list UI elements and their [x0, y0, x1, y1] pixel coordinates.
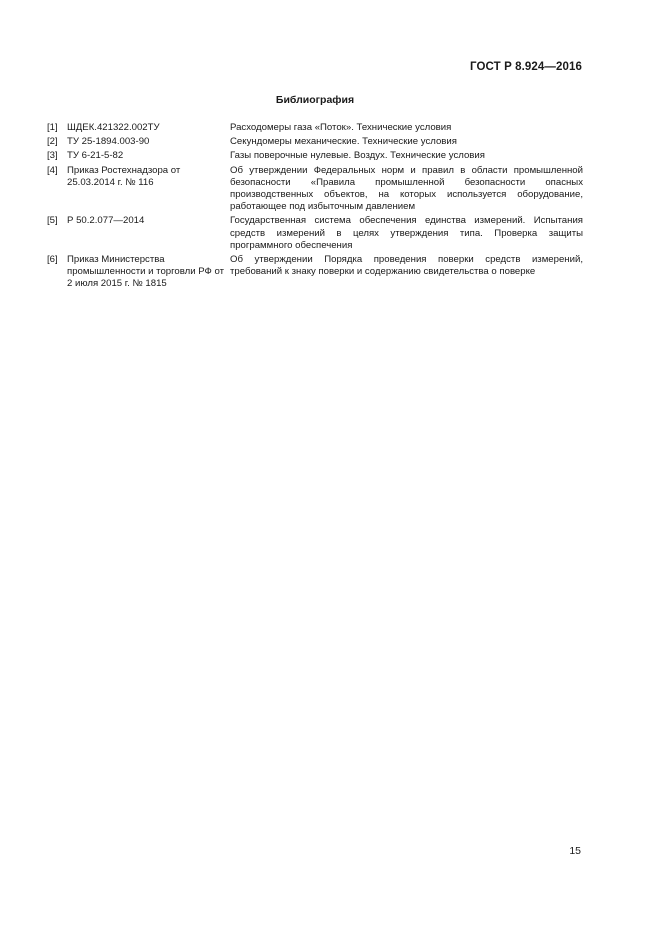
- entry-number: [4]: [47, 164, 58, 176]
- bibliography-entry: [47, 215, 583, 252]
- entry-description: Секундомеры механические. Технические условия: [230, 136, 457, 148]
- bibliography-entry: [47, 122, 583, 134]
- entry-number: [6]: [47, 254, 58, 266]
- entry-description: Об утверждении Федеральных норм и правил в области промышленной безопасности «Правила промышленной безопасности опасных производственных объектов, на которых используется оборудование, работающее под избыточным давлением: [230, 164, 583, 213]
- entry-number: [5]: [47, 215, 58, 227]
- bibliography-entry: [47, 254, 583, 291]
- entry-reference: Приказ Министерства промышленности и торговли РФ от 2 июля 2015 г. № 1815: [67, 254, 225, 290]
- entry-number: [3]: [47, 150, 58, 162]
- entry-reference: Р 50.2.077—2014: [67, 215, 145, 227]
- entry-description: Об утверждении Порядка проведения поверки средств измерений, требований к знаку поверки и содержанию свидетельства о поверке: [230, 254, 583, 278]
- entry-description: Газы поверочные нулевые. Воздух. Технические условия: [230, 150, 485, 162]
- section-title: Библиография: [275, 94, 355, 106]
- entry-number: [1]: [47, 122, 58, 133]
- entry-reference: ТУ 25-1894.003-90: [67, 136, 150, 148]
- bibliography-entry: [47, 136, 583, 148]
- bibliography-entry: [47, 150, 583, 162]
- entry-description: Расходомеры газа «Поток». Технические условия: [230, 122, 452, 133]
- entry-description: Государственная система обеспечения единства измерений. Испытания средств измерений в целях утверждения типа. Проверка защиты программного обеспечения: [230, 215, 583, 251]
- entry-reference: ТУ 6-21-5-82: [67, 150, 124, 162]
- bibliography-entry: [47, 165, 583, 214]
- entry-number: [2]: [47, 136, 58, 148]
- entry-reference: Приказ Ростехнадзора от 25.03.2014 г. № 116: [67, 164, 181, 188]
- page-number: 15: [569, 845, 581, 857]
- document-code: ГОСТ Р 8.924—2016: [470, 61, 582, 73]
- entry-reference: ШДЕК.421322.002ТУ: [67, 122, 160, 133]
- bibliography-list: [47, 122, 583, 293]
